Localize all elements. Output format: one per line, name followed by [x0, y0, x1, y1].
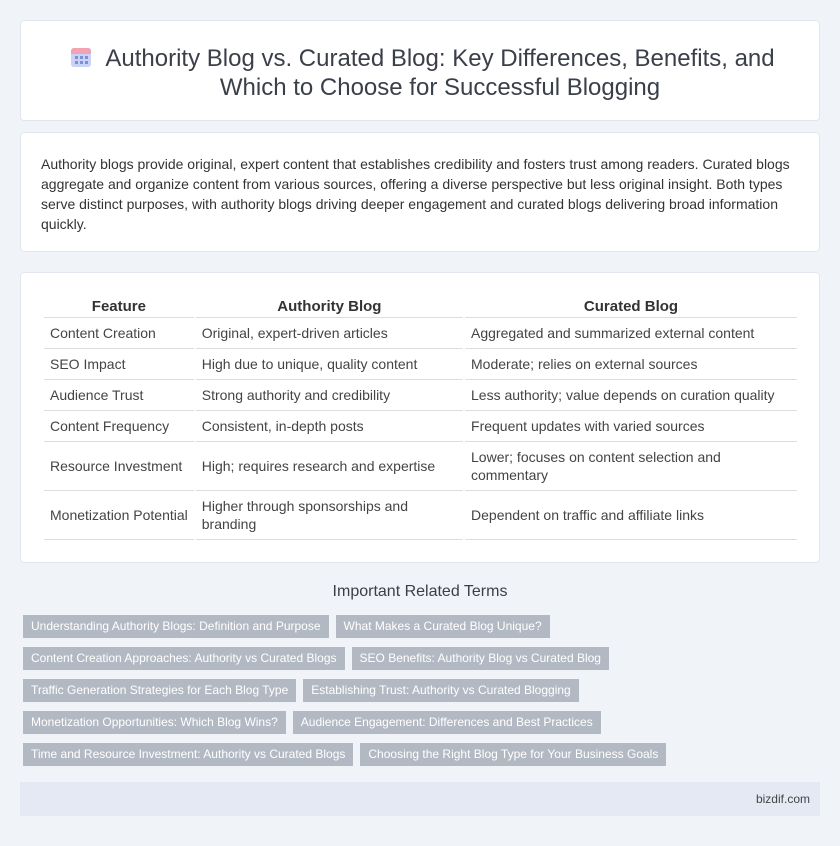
table-cell: SEO Impact	[44, 349, 194, 380]
related-terms-heading: Important Related Terms	[332, 583, 508, 600]
column-header: Feature	[44, 296, 194, 318]
table-row	[44, 491, 797, 540]
related-term-tag[interactable]: Monetization Opportunities: Which Blog Wins?	[23, 711, 286, 734]
site-name[interactable]: bizdif.com	[755, 792, 810, 806]
related-term-tag[interactable]: Content Creation Approaches: Authority vs Curated Blogs	[23, 647, 345, 670]
table-cell: Content Frequency	[44, 411, 194, 442]
column-header: Curated Blog	[465, 296, 797, 318]
table-cell: Aggregated and summarized external content	[465, 318, 797, 349]
table-cell: Dependent on traffic and affiliate links	[465, 491, 797, 540]
table-cell: Monetization Potential	[44, 491, 194, 540]
table-row	[44, 380, 797, 411]
table-cell: Audience Trust	[44, 380, 194, 411]
intro-text: Authority blogs provide original, expert content that establishes credibility and fosters trust among readers. Curated blogs aggregate and organize content from various sources, offering a diverse perspective but less original insight. Both types serve distinct purposes, with authority blogs driving deeper engagement and curated blogs delivering broad information quickly.	[41, 156, 790, 232]
related-term-tag[interactable]: SEO Benefits: Authority Blog vs Curated Blog	[352, 647, 609, 670]
table-row	[44, 411, 797, 442]
table-cell: Strong authority and credibility	[196, 380, 463, 411]
table-row	[44, 349, 797, 380]
page-title: Authority Blog vs. Curated Blog: Key Differences, Benefits, and Which to Choose for Successful Blogging	[105, 45, 775, 101]
comparison-card	[20, 272, 820, 563]
table-cell: Consistent, in-depth posts	[196, 411, 463, 442]
related-term-tag[interactable]: Choosing the Right Blog Type for Your Business Goals	[360, 743, 666, 766]
intro-card	[20, 132, 820, 252]
related-term-tag[interactable]: What Makes a Curated Blog Unique?	[336, 615, 550, 638]
related-term-tag[interactable]: Time and Resource Investment: Authority vs Curated Blogs	[23, 743, 353, 766]
table-row	[44, 442, 797, 491]
table-cell: High due to unique, quality content	[196, 349, 463, 380]
footer	[20, 782, 820, 816]
table-cell: Moderate; relies on external sources	[465, 349, 797, 380]
related-term-tag[interactable]: Traffic Generation Strategies for Each Blog Type	[23, 679, 296, 702]
table-cell: Higher through sponsorships and branding	[196, 491, 463, 540]
table-cell: Original, expert-driven articles	[196, 318, 463, 349]
header-card	[20, 20, 820, 121]
related-term-tag[interactable]: Understanding Authority Blogs: Definition and Purpose	[23, 615, 329, 638]
table-cell: High; requires research and expertise	[196, 442, 463, 491]
related-terms-list	[23, 615, 823, 775]
column-header: Authority Blog	[196, 296, 463, 318]
table-cell: Resource Investment	[44, 442, 194, 491]
related-term-tag[interactable]: Audience Engagement: Differences and Best Practices	[293, 711, 601, 734]
table-cell: Content Creation	[44, 318, 194, 349]
table-row	[44, 318, 797, 349]
table-cell: Less authority; value depends on curation quality	[465, 380, 797, 411]
related-term-tag[interactable]: Establishing Trust: Authority vs Curated Blogging	[303, 679, 578, 702]
table-cell: Lower; focuses on content selection and commentary	[465, 442, 797, 491]
comparison-table	[42, 296, 799, 540]
table-cell: Frequent updates with varied sources	[465, 411, 797, 442]
